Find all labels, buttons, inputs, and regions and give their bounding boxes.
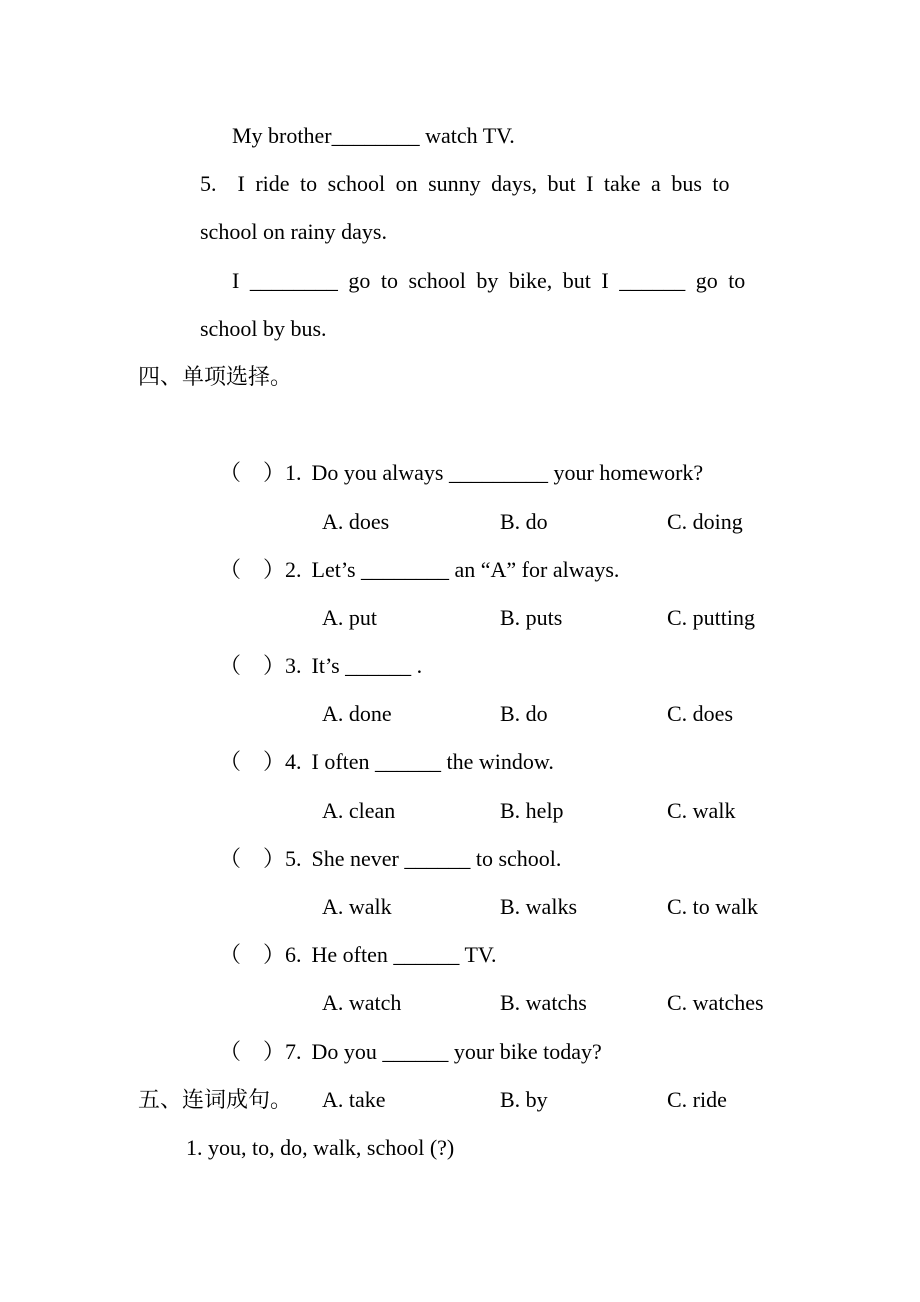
answer-bracket: （ ）3. bbox=[219, 653, 302, 679]
option-b: B. do bbox=[500, 508, 548, 534]
option-a: A. put bbox=[322, 604, 377, 630]
option-c: C. watches bbox=[667, 990, 764, 1016]
question-text: Do you always _________ your homework? bbox=[311, 460, 704, 486]
option-a: A. clean bbox=[322, 797, 396, 823]
question-line bbox=[0, 401, 920, 486]
answer-bracket: （ ）7. bbox=[219, 1038, 302, 1064]
option-a: A. take bbox=[322, 1086, 386, 1112]
option-a: A. walk bbox=[322, 894, 392, 920]
rearrange-item: 1. you, to, do, walk, school (?) bbox=[186, 1134, 455, 1160]
option-a: A. done bbox=[322, 701, 392, 727]
item5-fill-in-sentence: I ________ go to school by bike, but I ______ go to bbox=[232, 267, 746, 293]
option-b: B. walks bbox=[500, 894, 577, 920]
option-a: A. does bbox=[322, 508, 390, 534]
option-b: B. watchs bbox=[500, 990, 587, 1016]
option-b: B. do bbox=[500, 701, 548, 727]
answer-bracket: （ ）5. bbox=[219, 845, 302, 871]
option-c: C. ride bbox=[667, 1086, 727, 1112]
question-text: It’s ______ . bbox=[311, 653, 423, 679]
section4-heading: 四、单项选择。 bbox=[138, 363, 293, 389]
option-c: C. putting bbox=[667, 604, 756, 630]
fill-in-sentence: My brother________ watch TV. bbox=[232, 123, 515, 148]
option-b: B. help bbox=[500, 797, 564, 823]
option-c: C. to walk bbox=[667, 894, 759, 920]
section5-heading: 五、连词成句。 bbox=[138, 1086, 293, 1112]
option-c: C. doing bbox=[667, 508, 743, 534]
item5-fill-in-sentence-cont: school by bus. bbox=[200, 315, 327, 341]
option-b: B. puts bbox=[500, 604, 563, 630]
option-c: C. walk bbox=[667, 797, 736, 823]
item5-line2: school on rainy days. bbox=[200, 219, 387, 245]
item5-line1: 5. I ride to school on sunny days, but I take a bus to bbox=[200, 171, 730, 197]
answer-bracket: （ ）1. bbox=[219, 460, 302, 486]
question-text: Let’s ________ an “A” for always. bbox=[311, 556, 620, 582]
answer-bracket: （ ）4. bbox=[219, 749, 302, 775]
question-text: She never ______ to school. bbox=[311, 845, 562, 871]
option-c: C. does bbox=[667, 701, 733, 727]
question-text: I often ______ the window. bbox=[311, 749, 554, 775]
option-a: A. watch bbox=[322, 990, 402, 1016]
answer-bracket: （ ）2. bbox=[219, 556, 302, 582]
options-row bbox=[0, 642, 920, 727]
question-text: Do you ______ your bike today? bbox=[311, 1038, 602, 1064]
option-b: B. by bbox=[500, 1086, 548, 1112]
question-text: He often ______ TV. bbox=[311, 942, 497, 968]
answer-bracket: （ ）6. bbox=[219, 942, 302, 968]
